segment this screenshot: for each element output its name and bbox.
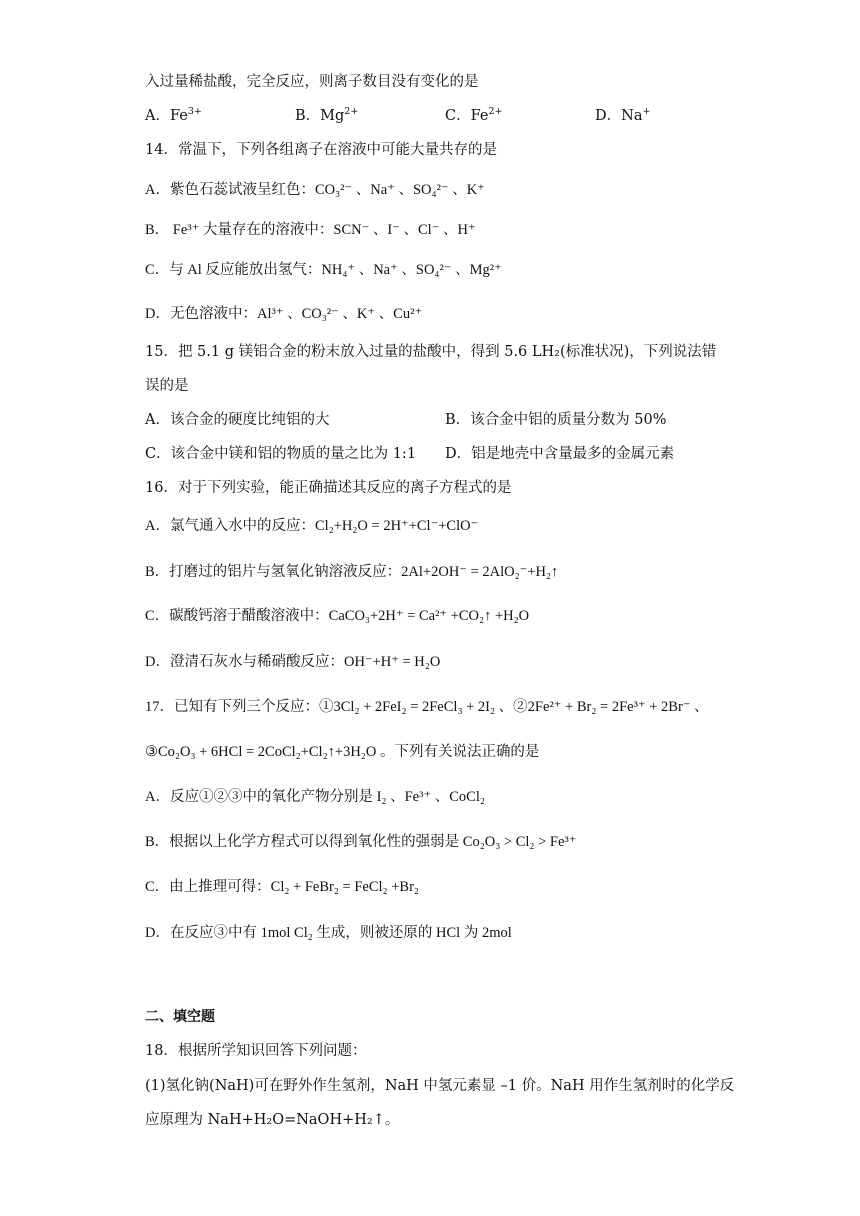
question-14-stem: 14．常温下，下列各组离子在溶液中可能大量共存的是 xyxy=(145,142,497,158)
q16-option-c: C．碳酸钙溶于醋酸溶液中：CaCO₃+2H⁺ = Ca²⁺ +CO₂↑ +H₂O xyxy=(145,608,530,624)
q15-option-b: B．该合金中铝的质量分数为 50% xyxy=(445,412,667,428)
q13-option-c: C．$Fe^{2+}$ xyxy=(445,106,503,124)
question-17-stem-line1: 17．已知有下列三个反应：①3Cl₂ + 2FeI₂ = 2FeCl₃ + 2I₂ 、②2Fe²⁺ + Br₂ = 2Fe³⁺ + 2Br⁻ 、 xyxy=(145,699,709,715)
question-18-part1-line1: (1)氢化钠(NaH)可在野外作生氢剂，NaH 中氢元素显 –1 价。NaH 用作生氢剂时的化学反 xyxy=(145,1078,735,1094)
question-17-stem-line2: ③Co₂O₃ + 6HCl = 2CoCl₂+Cl₂↑+3H₂O 。下列有关说法正确的是 xyxy=(145,744,540,760)
q16-option-d: D．澄清石灰水与稀硝酸反应：OH⁻+H⁺ = H₂O xyxy=(145,654,441,670)
q15-option-a: A．该合金的硬度比纯铝的大 xyxy=(145,412,330,428)
q14-option-d: D．无色溶液中：Al³⁺ 、CO₃²⁻ 、K⁺ 、Cu²⁺ xyxy=(145,306,423,322)
q14-option-b: B． Fe³⁺ 大量存在的溶液中：SCN⁻ 、I⁻ 、Cl⁻ 、H⁺ xyxy=(145,222,476,238)
question-15-stem-line2: 误的是 xyxy=(145,378,189,394)
q17-option-d: D．在反应③中有 1mol Cl₂ 生成，则被还原的 HCl 为 2mol xyxy=(145,925,512,941)
q17-option-b: B．根据以上化学方程式可以得到氧化性的强弱是 Co₂O₃ > Cl₂ > Fe³⁺ xyxy=(145,834,577,850)
question-13-tail: 入过量稀盐酸，完全反应，则离子数目没有变化的是 xyxy=(145,74,479,90)
q16-option-b: B．打磨过的铝片与氢氧化钠溶液反应：2Al+2OH⁻ = 2AlO₂⁻+H₂↑ xyxy=(145,564,559,580)
q15-option-c: C．该合金中镁和铝的物质的量之比为 1:1 xyxy=(145,446,417,462)
section-heading-fill-in: 二、填空题 xyxy=(145,1009,215,1025)
q13-option-d: D．Na+ xyxy=(595,106,651,124)
q17-option-a: A．反应①②③中的氧化产物分别是 I₂ 、Fe³⁺ 、CoCl₂ xyxy=(145,789,485,805)
question-15-stem-line1: 15．把 5.1 g 镁铝合金的粉末放入过量的盐酸中，得到 5.6 LH₂(标准状况)，下列说法错 xyxy=(145,344,717,360)
question-18-stem: 18．根据所学知识回答下列问题： xyxy=(145,1043,367,1059)
q16-option-a: A．氯气通入水中的反应：Cl₂+H₂O = 2H⁺+Cl⁻+ClO⁻ xyxy=(145,518,479,534)
q14-option-a: A．紫色石蕊试液呈红色：CO₃²⁻ 、Na⁺ 、SO₄²⁻ 、K⁺ xyxy=(145,182,485,198)
q13-option-a: A．$Fe^{3+}$ xyxy=(145,106,202,124)
q17-option-c: C．由上推理可得：Cl₂ + FeBr₂ = FeCl₂ +Br₂ xyxy=(145,879,419,895)
question-16-stem: 16．对于下列实验，能正确描述其反应的离子方程式的是 xyxy=(145,480,512,496)
question-18-part1-line2: 应原理为 NaH+H₂O=NaOH+H₂↑。 xyxy=(145,1112,400,1128)
q15-option-d: D．铝是地壳中含量最多的金属元素 xyxy=(445,446,675,462)
q13-option-b: B．$Mg^{2+}$ xyxy=(295,106,359,124)
q14-option-c: C．与 Al 反应能放出氢气：NH₄⁺ 、Na⁺ 、SO₄²⁻ 、Mg²⁺ xyxy=(145,262,502,278)
